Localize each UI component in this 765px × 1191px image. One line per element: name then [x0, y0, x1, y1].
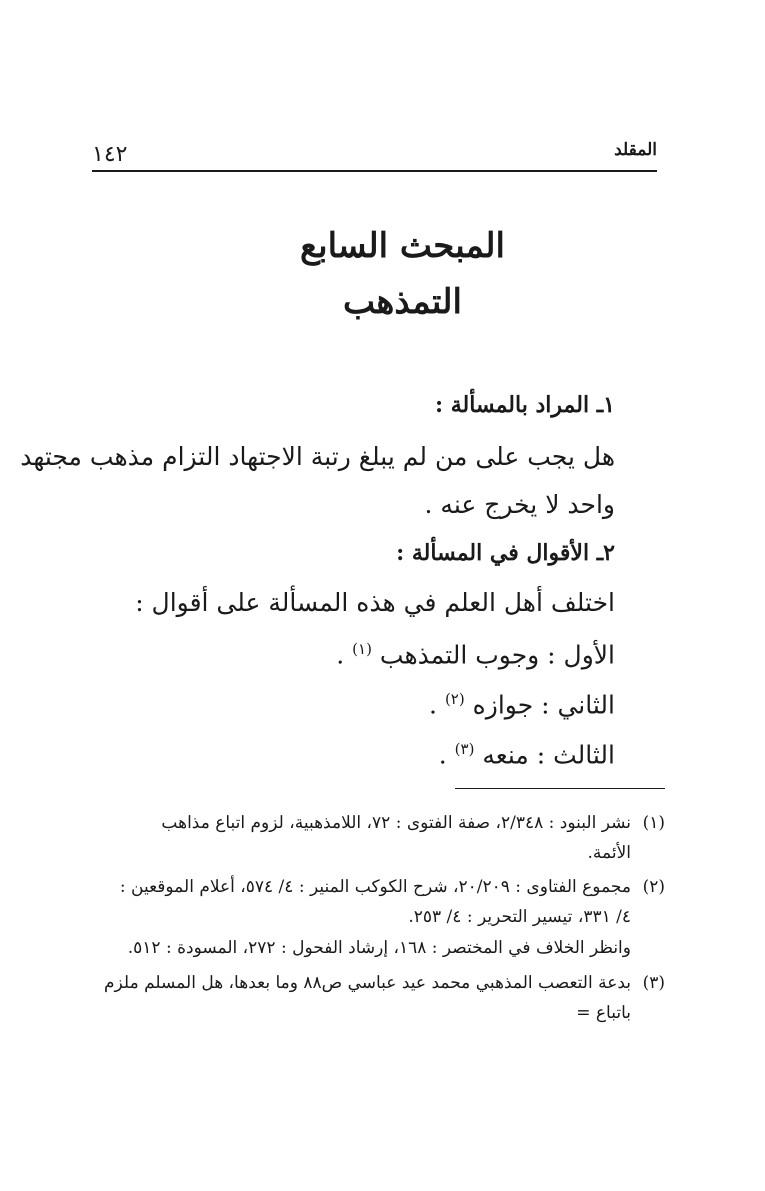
opinion-3-text: الثالث : منعه	[482, 740, 615, 770]
section-1-paragraph-line-1: هل يجب على من لم يبلغ رتبة الاجتهاد التزام مذهب مجتهد	[20, 442, 615, 471]
footnote-divider	[455, 788, 665, 789]
opinion-2-text: الثاني : جوازه	[472, 690, 615, 720]
opinion-2	[429, 690, 615, 719]
footnote-3-number: (٣)	[642, 973, 665, 993]
footnote-2-line-2: ٤/ ٣٣١، تيسير التحرير : ٤/ ٢٥٣.	[408, 907, 631, 927]
opinion-3-end: .	[438, 740, 447, 770]
section-1-title: ١ـ المراد بالمسألة :	[434, 392, 615, 418]
opinion-3-note-ref: (٣)	[454, 740, 475, 758]
footnote-1-number: (١)	[642, 813, 665, 833]
opinion-2-end: .	[429, 690, 437, 720]
chapter-heading: المبحث السابع	[300, 226, 505, 266]
footnote-2-continuation: وانظر الخلاف في المختصر : ١٦٨، إرشاد الفحول : ٢٧٢، المسودة : ٥١٢.	[127, 938, 631, 958]
section-2-intro: اختلف أهل العلم في هذه المسألة على أقوال :	[135, 588, 615, 617]
chapter-subheading: التمذهب	[343, 282, 462, 322]
running-header: المقلد	[614, 140, 657, 160]
footnote-1-line-1: نشر البنود : ٢/٣٤٨، صفة الفتوى : ٧٢، اللامذهبية، لزوم اتباع مذاهب	[161, 813, 631, 833]
section-1-paragraph-line-2: واحد لا يخرج عنه .	[424, 490, 615, 519]
footnote-3-line-1: بدعة التعصب المذهبي محمد عيد عباسي ص٨٨ وما بعدها، هل المسلم ملزم باتباع =	[104, 973, 631, 1023]
header-divider	[92, 170, 657, 172]
opinion-1-note-ref: (١)	[352, 640, 372, 658]
footnote-2	[92, 872, 663, 932]
section-2-title: ٢ـ الأقوال في المسألة :	[396, 540, 615, 566]
opinion-2-note-ref: (٢)	[444, 690, 465, 708]
opinion-1-end: .	[336, 640, 345, 670]
opinion-3	[439, 740, 615, 769]
opinion-1-text: الأول : وجوب التمذهب	[379, 640, 615, 670]
opinion-1	[336, 640, 615, 669]
footnote-3	[92, 968, 663, 1028]
footnote-1-line-2: الأئمة.	[587, 843, 631, 863]
footnote-2-number: (٢)	[642, 877, 665, 897]
page-number: ١٤٢	[92, 142, 128, 167]
footnote-1	[92, 808, 663, 868]
footnote-2-line-1: مجموع الفتاوى : ٢٠/٢٠٩، شرح الكوكب المنير : ٤/ ٥٧٤، أعلام الموقعين :	[119, 877, 631, 897]
